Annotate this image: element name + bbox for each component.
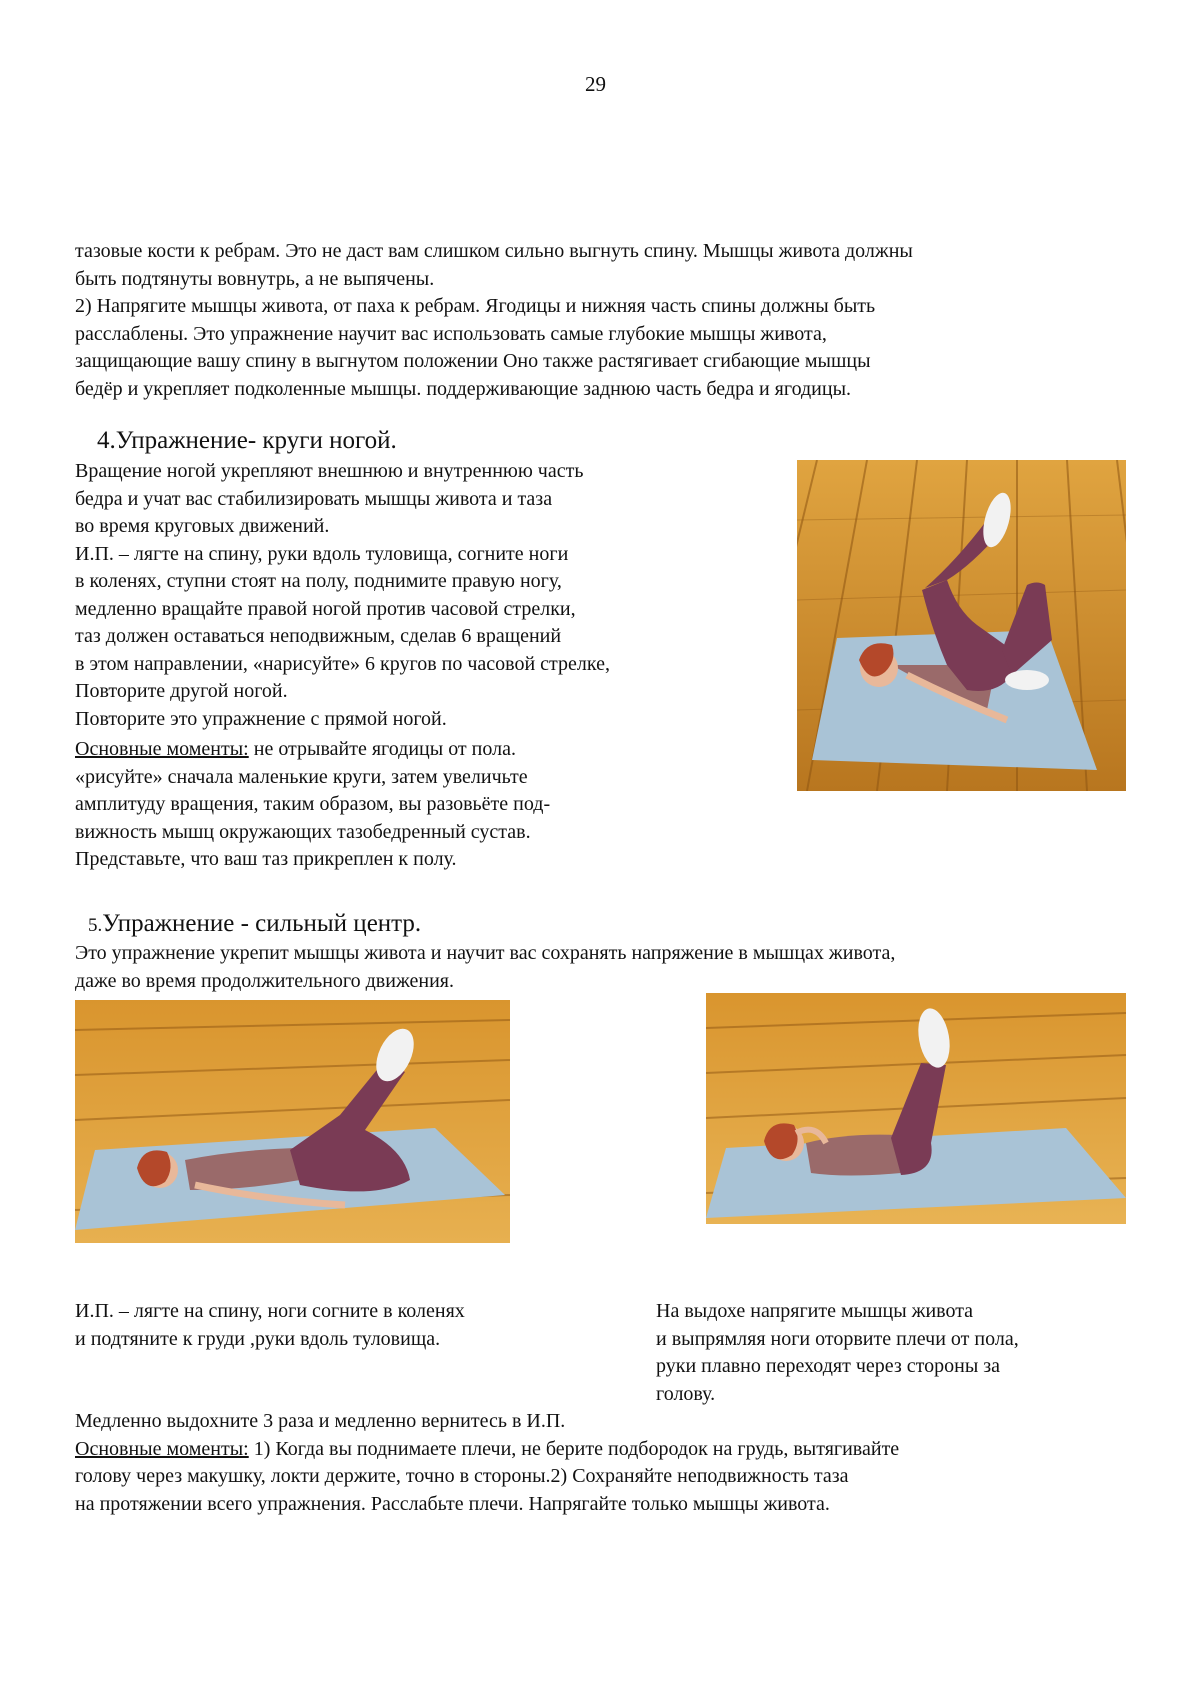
key-points-text: не отрывайте ягодицы от пола. xyxy=(248,738,516,760)
text-line: вижность мышц окружающих тазобедренный сустав. xyxy=(75,820,531,843)
exercise-4-text xyxy=(75,458,610,874)
text-line: защищающие вашу спину в выгнутом положении Оно также растягивает сгибающие мышцы xyxy=(75,350,871,372)
text-line: На выдохе напрягите мышцы живота xyxy=(656,1300,974,1322)
text-line: Представьте, что ваш таз прикреплен к полу. xyxy=(75,848,457,870)
text-line: тазовые кости к ребрам. Это не даст вам слишком сильно выгнуть спину. Мышцы живота должны xyxy=(75,240,913,262)
key-points-line xyxy=(75,736,610,764)
text-line: руки плавно переходят через стороны за xyxy=(656,1355,1001,1377)
key-points-label: Основные моменты: xyxy=(75,738,249,760)
text-line: Это упражнение укрепит мышцы живота и научит вас сохранять напряжение в мышцах живота, xyxy=(75,942,896,964)
intro-paragraph xyxy=(75,238,913,403)
exercise-5-text xyxy=(75,940,895,995)
text-line: таз должен оставаться неподвижным, сделав 6 вращений xyxy=(75,625,562,647)
text-line: медленно вращайте правой ногой против часовой стрелки, xyxy=(75,597,576,620)
text-line: голову через макушку, локти держите, точно в стороны.2) Сохраняйте неподвижность таза xyxy=(75,1465,849,1487)
key-points-line xyxy=(75,1436,899,1464)
text-line: на протяжении всего упражнения. Расслабьте плечи. Напрягайте только мышцы живота. xyxy=(75,1492,830,1515)
text-line: бедра и учат вас стабилизировать мышцы живота и таза xyxy=(75,487,553,510)
exercise-5-key-points xyxy=(75,1408,899,1518)
text-line: бедёр и укрепляет подколенные мышцы. поддерживающие заднюю часть бедра и ягодицы. xyxy=(75,377,852,400)
text-line: «рисуйте» сначала маленькие круги, затем увеличьте xyxy=(75,765,528,788)
exercise-4-heading: 4.Упражнение- круги ногой. xyxy=(97,427,397,454)
exercise-5-start-photo xyxy=(75,1000,510,1243)
text-line: И.П. – лягте на спину, руки вдоль туловища, согните ноги xyxy=(75,542,569,565)
text-line: и выпрямляя ноги оторвите плечи от пола, xyxy=(656,1327,1019,1350)
text-line: быть подтянуты вовнутрь, а не выпячены. xyxy=(75,267,435,290)
text-line: даже во время продолжительного движения. xyxy=(75,969,454,992)
caption-start xyxy=(75,1298,465,1353)
exercise-5-title: Упражнение - сильный центр. xyxy=(102,910,422,937)
text-line: Вращение ногой укрепляют внешнюю и внутреннюю часть xyxy=(75,460,584,482)
text-line: Медленно выдохните 3 раза и медленно вернитесь в И.П. xyxy=(75,1410,566,1432)
text-line: в этом направлении, «нарисуйте» 6 кругов по часовой стрелке, xyxy=(75,652,610,675)
text-line: 2) Напрягите мышцы живота, от паха к ребрам. Ягодицы и нижняя часть спины должны быть xyxy=(75,295,876,317)
exercise-5-heading xyxy=(88,910,421,938)
exercise-5-lift-photo xyxy=(706,993,1126,1224)
text-line: Повторите другой ногой. xyxy=(75,680,288,702)
text-line: во время круговых движений. xyxy=(75,515,330,537)
key-points-label: Основные моменты: xyxy=(75,1437,249,1460)
text-line: в коленях, ступни стоят на полу, поднимите правую ногу, xyxy=(75,570,562,592)
key-points-text: 1) Когда вы поднимаете плечи, не берите подбородок на грудь, вытягивайте xyxy=(248,1437,900,1460)
text-line: расслаблены. Это упражнение научит вас использовать самые глубокие мышцы живота, xyxy=(75,322,827,345)
exercise-4-photo xyxy=(797,460,1126,791)
text-line: и подтяните к груди ,руки вдоль туловища. xyxy=(75,1327,441,1350)
caption-lift xyxy=(656,1298,1019,1408)
page-number: 29 xyxy=(585,72,606,96)
exercise-5-number: 5. xyxy=(88,915,103,936)
text-line: амплитуду вращения, таким образом, вы разовьёте под- xyxy=(75,793,551,815)
text-line: Повторите это упражнение с прямой ногой. xyxy=(75,707,447,730)
text-line: голову. xyxy=(656,1382,716,1405)
text-line: И.П. – лягте на спину, ноги согните в коленях xyxy=(75,1300,465,1322)
